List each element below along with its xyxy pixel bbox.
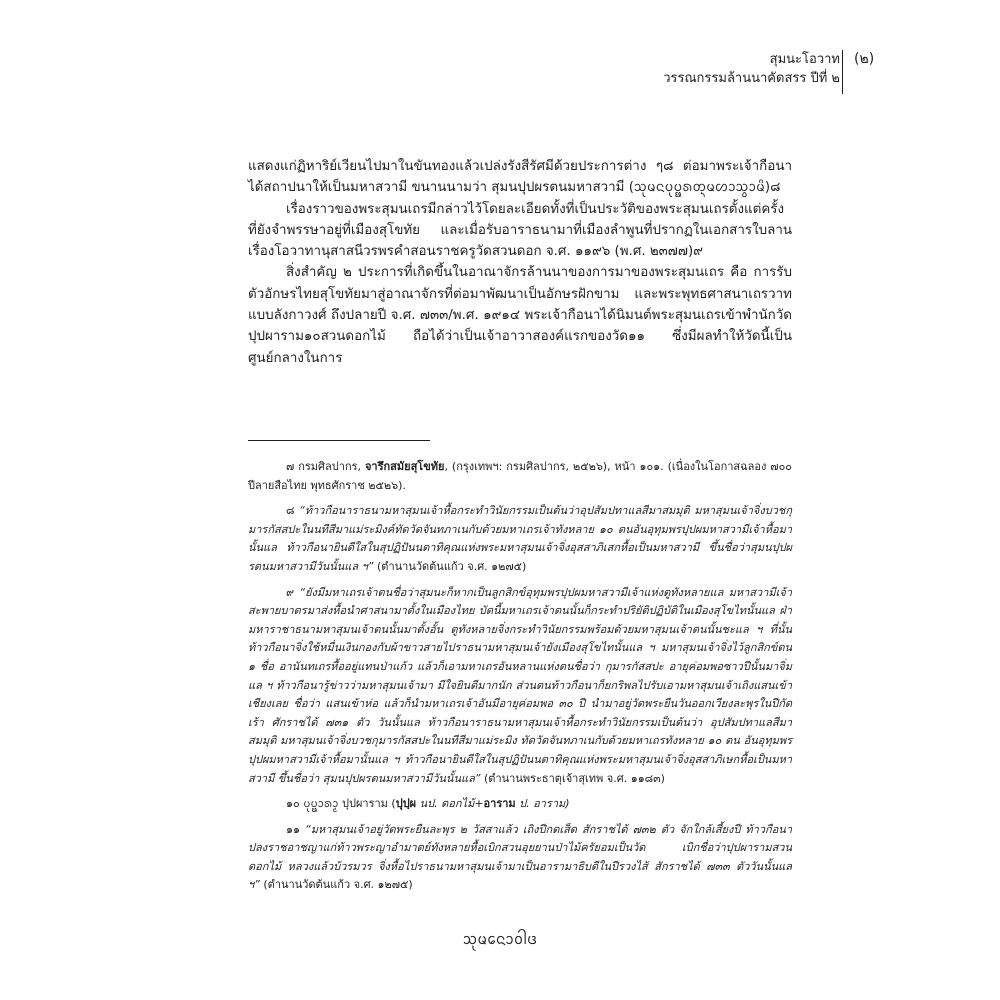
footnote-11-quote: “มหาสุมนเจ้าอยู่วัดพระยืนละพุร ๒ วัสสาแล้ว เถิงปีกดเส็ด สักราชได้ ๗๓๒ ตัว จักใกล้เสี้ยงปี ท้าวกือนาปลงราชอาชญาแก่ท้าวพระญาอำมาตย์ทังหลายหื้อเบิกสวนอุยยานป่าไม้ครัยอมเป็นวัด เบิกชื่อว่าปุปผารามสวนดอกไม้ หลวงแล้วบ้วรมวร จิ่งหื้อไปราธนามหาสุมนเจ้ามาเป็นอารามาธิบดีในปีรวงไส้ สักราชได้ ๗๓๓ ตัววันนั้นแล ฯ” xyxy=(248,822,793,892)
footnote-11-marker: ๑๑ xyxy=(286,822,300,836)
body-paragraph-2: เรื่องราวของพระสุมนเถรมีกล่าวไว้โดยละเอียดทั้งที่เป็นประวัติของพระสุมนเถรตั้งแต่ครั้งที่ยังจำพรรษาอยู่ที่เมืองสุโขทัย และเมื่อรับอาราธนามาที่เมืองลำพูนที่ปรากฏในเอกสารใบลานเรื่องโอวาทานุสาสนีวรพรคำสอนราชครูวัดสวนดอก จ.ศ. ๑๑๙๖ (พ.ศ. ๒๓๗๗)๙ xyxy=(248,201,792,260)
footnote-10 xyxy=(248,795,792,814)
footnote-10-mid: ปุปผาราม ( xyxy=(338,797,396,811)
header-title: สุมนะโอวาท xyxy=(769,52,840,67)
footnote-7 xyxy=(248,458,792,495)
footnote-10-term1: ปุปฺผ xyxy=(395,797,417,811)
header-divider xyxy=(842,50,843,94)
page-footer: ᩈᩩᨾᨶᩮᩣᩅᩤᨴ xyxy=(462,930,538,948)
footnote-8-quote: “ท้าวกือนาราธนามหาสุมนเจ้าหื้อกระทำวินัยกรรมเป็นต้นว่าอุปสัมปทาแลสีมาสมมุติ มหาสุมนเจ้าจิ่งบวชกุมารกัสสปะในนทีสีมาแม่ระมิงค์ทัดวัดจันทภาเนกับด้วยมหาเถรเจ้าทังหลาย ๑๐ ตนอันอุทุมพรปุปผมหาสวามีเจ้าหื้อมานั้นแล ท้าวกือนายินดีใสในสุปฏิปันนตาทิคุณแห่งพระมหาสุมนเจ้าจิ่งอุสสาภิเสกหื้อเป็นมหาสวามี ขึ้นชื่อว่าสุมนปุปผรตนมหาสวามีวันนั้นแล ฯ” xyxy=(248,504,792,573)
footnote-10-text2: ป. อาราม) xyxy=(515,797,570,811)
footnote-9-source: (ตำนานพระธาตุเจ้าสุเทพ จ.ศ. ๑๑๘๓) xyxy=(480,771,665,785)
header-subtitle: วรรณกรรมล้านนาคัดสรร ปีที่ ๒ xyxy=(663,71,840,86)
footnote-11 xyxy=(248,821,792,895)
footnote-divider xyxy=(248,440,430,441)
footnote-11-source: (ตำนานวัดต้นแก้ว จ.ศ. ๑๒๗๕) xyxy=(259,878,413,892)
footnote-9 xyxy=(248,584,792,789)
footnote-7-title: จารึกสมัยสุโขทัย xyxy=(364,460,445,473)
page-number: (๒) xyxy=(854,51,875,67)
footnote-10-lanna: ᨷᩩᨷ᩠ᨹᩣᩁᩣ᩠ᨾ xyxy=(299,797,339,811)
footnote-8-source: (ตำนานวัดต้นแก้ว จ.ศ. ๑๒๗๕) xyxy=(373,559,527,573)
body-paragraph-1: แสดงแก่ฏิหาริย์เวียนไปมาในขันทองแล้วเปล่งรังสีรัศมีด้วยประการต่าง ๆ๘ ต่อมาพระเจ้ากือนาได้สถาปนาให้เป็นมหาสวามี ขนานนามว่า สุมนปุปผรตนมหาสวามี (ᩈᩩᨾᨶᨷᩩᨷ᩠ᨹᩁᨲ᩠ᨶᨾᩉᩣᩈ᩠ᩅᩣᨾᩦ)๘ xyxy=(248,159,792,196)
footnote-10-marker: ๑๐ xyxy=(286,797,300,811)
footnote-7-rest: , (กรุงเทพฯ: กรมศิลปากร, ๒๕๒๖), หน้า ๑๐๑. (เนื่องในโอกาสฉลอง ๗๐๐ ปีลายสือไทย พุทธศักราช ๒๕๒๖). xyxy=(248,460,793,492)
footnote-10-term2: อาราม xyxy=(483,797,516,811)
footnote-10-text1: นป. ดอกไม้+ xyxy=(416,797,484,811)
footnote-9-quote: “ยังมีมหาเถรเจ้าตนชื่อว่าสุมนะก็หากเป็นลูกสิกข์อุทุมพรปุปผมหาสวามีเจ้าแห่งตูทังหลายแล มหาสวามีเจ้าสะพายบาตรมาส่งหื้อนำศาสนามาตั้งในเมืองไทย บัดนี้มหาเถรเจ้าตนนั้นก็กระทำปริยัติปฏิบัติในเมืองสุโขไทนั้นแล ฝ่ามหาราชาธนามหาสุมนเจ้าตนนั้นมาตั้งอั้น ตูทังหลายจิ่งกระทำวินัยกรรมพร้อมด้วยมหาสุมนเจ้าตนนั้นชะแล ฯ ที่นั้นท้าวกือนาจิ่งใช้หมื่นเงินกองกับผ้าขาวสายไปราธนามหาสุมนเจ้ายังเมืองสุโขไทนั้นแล ฯ มหาสุมนเจ้าจิ่งไว้ลูกสิกข์ตน ๑ ชื่อ อานันทเถรหื้ออยู่แทนป่าแก้ว แล้วก็เอามหาเถรอันหลานแห่งตนชื่อว่า กุมารกัสสปะ อายุค่อมพอซาวปีนั้นมาจิ่มแล ฯ ท้าวกือนารู้ข่าวว่ามหาสุมนเจ้ามา มีใจยินดีมากนัก ส่วนตนท้าวกือนาก็ยกริพลไปรับเอามหาสุมนเจ้าเถิงแสนเข้าเชียงเลย ชื่อว่า แสนเข้าห่อ แล้วก็นำมหาเถรเจ้าอันมีอายุค่อมพอ ๓๐ ปี นำมาอยู่วัดพระยืนวันออกเวียงละพุรในปีกัดเร้า ศักราชได้ ๗๓๑ ตัว วันนั้นแล ท้าวกือนาราธนามหาสุมนเจ้าหื้อกระทำวินัยกรรมเป็นต้นว่า อุปสัมปทาแลสีมาสมมุติ มหาสุมนเจ้าจิ่งบวชกุมารกัสสปะในนทีสีมาแม่ระมิง ทัดวัดจันทภาเนกับด้วยมหาเถรทังหลาย ๑๐ ตน อันอุทุมพรปุปผมหาสวามีเจ้าหื้อมานั้นแล ฯ ท้าวกือนายินดีใสในสุปฏิปันนตาทิคุณแห่งพระมหาสุมนเจ้าจิ่งอุสสาภิเษกหื้อเป็นมหาสวามี ขึ้นชื่อว่า สุมนปุปผรตนมหาสวามีวันนั้นแล” xyxy=(248,585,793,785)
footnote-7-lead: ๗ กรมศิลปากร, xyxy=(286,460,365,473)
footnote-8-marker: ๘ xyxy=(286,504,295,518)
running-header xyxy=(663,50,840,88)
footnote-9-marker: ๙ xyxy=(286,585,295,599)
body-paragraph-3: สิ่งสำคัญ ๒ ประการที่เกิดขึ้นในอาณาจักรล้านนาของการมาของพระสุมนเถร คือ การรับตัวอักษรไทยสุโขทัยมาสู่อาณาจักรที่ต่อมาพัฒนาเป็นอักษรฝักขาม และพระพุทธศาสนาเถรวาทแบบลังกาวงศ์ ถึงปลายปี จ.ศ. ๗๓๓/พ.ศ. ๑๙๑๔ พระเจ้ากือนาได้นิมนต์พระสุมนเถรเข้าพำนักวัดปุปผาราม๑๐สวนดอกไม้ ถือได้ว่าเป็นเจ้าอาวาสองค์แรกของวัด๑๑ ซึ่งมีผลทำให้วัดนี้เป็นศูนย์กลางในการ xyxy=(248,265,792,366)
footnotes xyxy=(248,458,792,895)
main-text xyxy=(248,156,792,369)
footnote-8 xyxy=(248,502,792,576)
